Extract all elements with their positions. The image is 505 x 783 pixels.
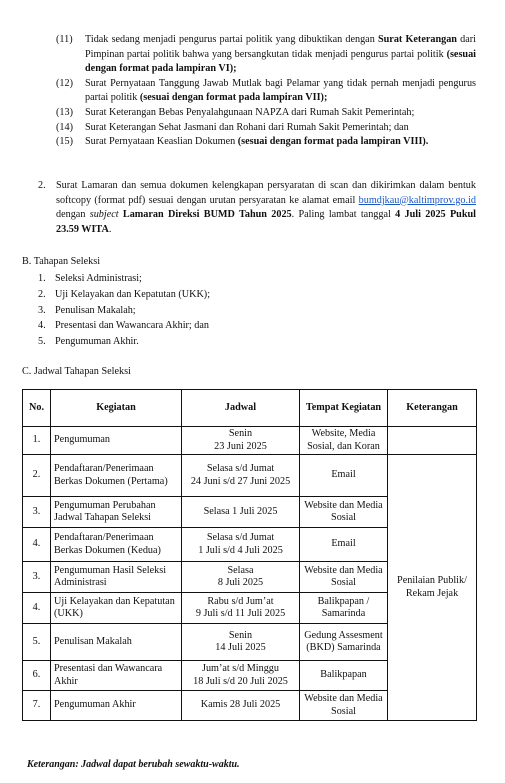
column-header: Tempat Kegiatan xyxy=(300,390,388,427)
requirement-number: (14) xyxy=(56,121,73,133)
row-number: 5. xyxy=(23,624,51,661)
location-cell: Website dan Media Sosial xyxy=(300,562,388,593)
submission-instructions xyxy=(38,179,476,237)
schedule-cell: Senin 23 Juni 2025 xyxy=(182,427,300,455)
schedule-cell: Jum’at s/d Minggu 18 Juli s/d 20 Juli 2025 xyxy=(182,661,300,691)
email-link[interactable]: bumdjkau@kaltimprov.go.id xyxy=(358,194,476,206)
column-header: No. xyxy=(23,390,51,427)
point-text: Surat Lamaran dan semua dokumen kelengkapan persyaratan di scan dan dikirimkan dalam bentuk softcopy (format pdf) sesuai dengan urutan persyaratan ke alamat email bumdjkau@kaltimprov.go.id dengan subject Lamaran Direksi BUMD Tahun 2025. Paling lambat tanggal 4 Juli 2025 Pukul 23.59 WITA. xyxy=(56,180,477,235)
remarks-cell xyxy=(388,427,477,455)
activity-cell: Pengumuman Hasil Seleksi Administrasi xyxy=(51,562,182,593)
activity-cell: Pendaftaran/Penerimaan Berkas Dokumen (Pertama) xyxy=(51,455,182,497)
stage-item: 1. Seleksi Administrasi; xyxy=(38,273,142,284)
requirements-list xyxy=(56,33,476,150)
schedule-cell: Rabu s/d Jum’at 9 Juli s/d 11 Juli 2025 xyxy=(182,593,300,624)
row-number: 7. xyxy=(23,691,51,721)
requirement-text: Surat Keterangan Sehat Jasmani dan Rohani dari Rumah Sakit Pemerintah; dan xyxy=(85,121,409,133)
column-header: Keterangan xyxy=(388,390,477,427)
location-cell: Balikpapan / Samarinda xyxy=(300,593,388,624)
schedule-cell: Selasa 1 Juli 2025 xyxy=(182,497,300,528)
requirement-item xyxy=(56,121,476,136)
stage-item: 3. Penulisan Makalah; xyxy=(38,304,136,316)
location-cell: Balikpapan xyxy=(300,661,388,691)
column-header: Jadwal xyxy=(182,390,300,427)
schedule-cell: Selasa 8 Juli 2025 xyxy=(182,562,300,593)
row-number: 6. xyxy=(23,661,51,691)
requirement-text: Surat Pernyataan Keaslian Dokumen (sesuai dengan format pada lampiran VIII). xyxy=(85,136,429,148)
schedule-cell: Selasa s/d Jumat 1 Juli s/d 4 Juli 2025 xyxy=(182,528,300,562)
requirement-text: Surat Keterangan Bebas Penyalahgunaan NAPZA dari Rumah Sakit Pemerintah; xyxy=(85,106,415,118)
schedule-table xyxy=(22,389,477,721)
requirement-text: Tidak sedang menjadi pengurus partai politik yang dibuktikan dengan Surat Keterangan dari Pimpinan partai politik bahwa yang bersangkutan tidak menjadi pengurus partai politik (sesuai dengan format pada lampiran VI); xyxy=(85,34,476,75)
requirement-number: (13) xyxy=(56,106,73,118)
stage-item: 4. Presentasi dan Wawancara Akhir; dan xyxy=(38,320,210,332)
table-header-row xyxy=(23,390,477,427)
point-number: 2. xyxy=(38,180,46,191)
row-number: 3. xyxy=(23,562,51,593)
section-b-heading: B. Tahapan Seleksi xyxy=(22,256,101,267)
requirement-number: (15) xyxy=(56,136,73,148)
table-row xyxy=(23,427,477,455)
requirement-item xyxy=(56,77,476,106)
activity-cell: Pengumuman Akhir xyxy=(51,691,182,721)
activity-cell: Pendaftaran/Penerimaan Berkas Dokumen (Kedua) xyxy=(51,528,182,562)
location-cell: Website dan Media Sosial xyxy=(300,691,388,721)
row-number: 3. xyxy=(23,497,51,528)
requirement-item xyxy=(56,33,476,77)
location-cell: Website dan Media Sosial xyxy=(300,497,388,528)
row-number: 1. xyxy=(23,427,51,455)
schedule-cell: Kamis 28 Juli 2025 xyxy=(182,691,300,721)
activity-cell: Uji Kelayakan dan Kepatutan (UKK) xyxy=(51,593,182,624)
table-row xyxy=(23,455,477,497)
stage-item: 5. Pengumuman Akhir. xyxy=(38,336,139,348)
activity-cell: Presentasi dan Wawancara Akhir xyxy=(51,661,182,691)
selection-stages-list xyxy=(38,272,210,351)
row-number: 4. xyxy=(23,593,51,624)
schedule-cell: Senin 14 Juli 2025 xyxy=(182,624,300,661)
requirement-item xyxy=(56,106,476,121)
activity-cell: Pengumuman xyxy=(51,427,182,455)
schedule-cell: Selasa s/d Jumat 24 Juni s/d 27 Juni 2025 xyxy=(182,455,300,497)
table-footnote: Keterangan: Jadwal dapat berubah sewaktu-waktu. xyxy=(27,759,240,770)
section-c-heading: C. Jadwal Tahapan Seleksi xyxy=(22,366,131,377)
location-cell: Email xyxy=(300,455,388,497)
requirement-number: (11) xyxy=(56,34,73,45)
activity-cell: Penulisan Makalah xyxy=(51,624,182,661)
location-cell: Email xyxy=(300,528,388,562)
stage-item: 2. Uji Kelayakan dan Kepatutan (UKK); xyxy=(38,288,211,300)
deadline: 4 Juli 2025 Pukul 23.59 WITA xyxy=(56,209,477,235)
requirement-text: Surat Pernyataan Tanggung Jawab Mutlak bagi Pelamar yang tidak pernah menjadi pengurus partai politik (sesuai dengan format pada lampiran VII); xyxy=(85,77,476,104)
requirement-item xyxy=(56,135,476,150)
requirement-number: (12) xyxy=(56,77,73,89)
location-cell: Gedung Assesment (BKD) Samarinda xyxy=(300,624,388,661)
row-number: 4. xyxy=(23,528,51,562)
column-header: Kegiatan xyxy=(51,390,182,427)
row-number: 2. xyxy=(23,455,51,497)
activity-cell: Pengumuman Perubahan Jadwal Tahapan Seleksi xyxy=(51,497,182,528)
remarks-merged-cell: Penilaian Publik/ Rekam Jejak xyxy=(388,455,477,721)
location-cell: Website, Media Sosial, dan Koran xyxy=(300,427,388,455)
